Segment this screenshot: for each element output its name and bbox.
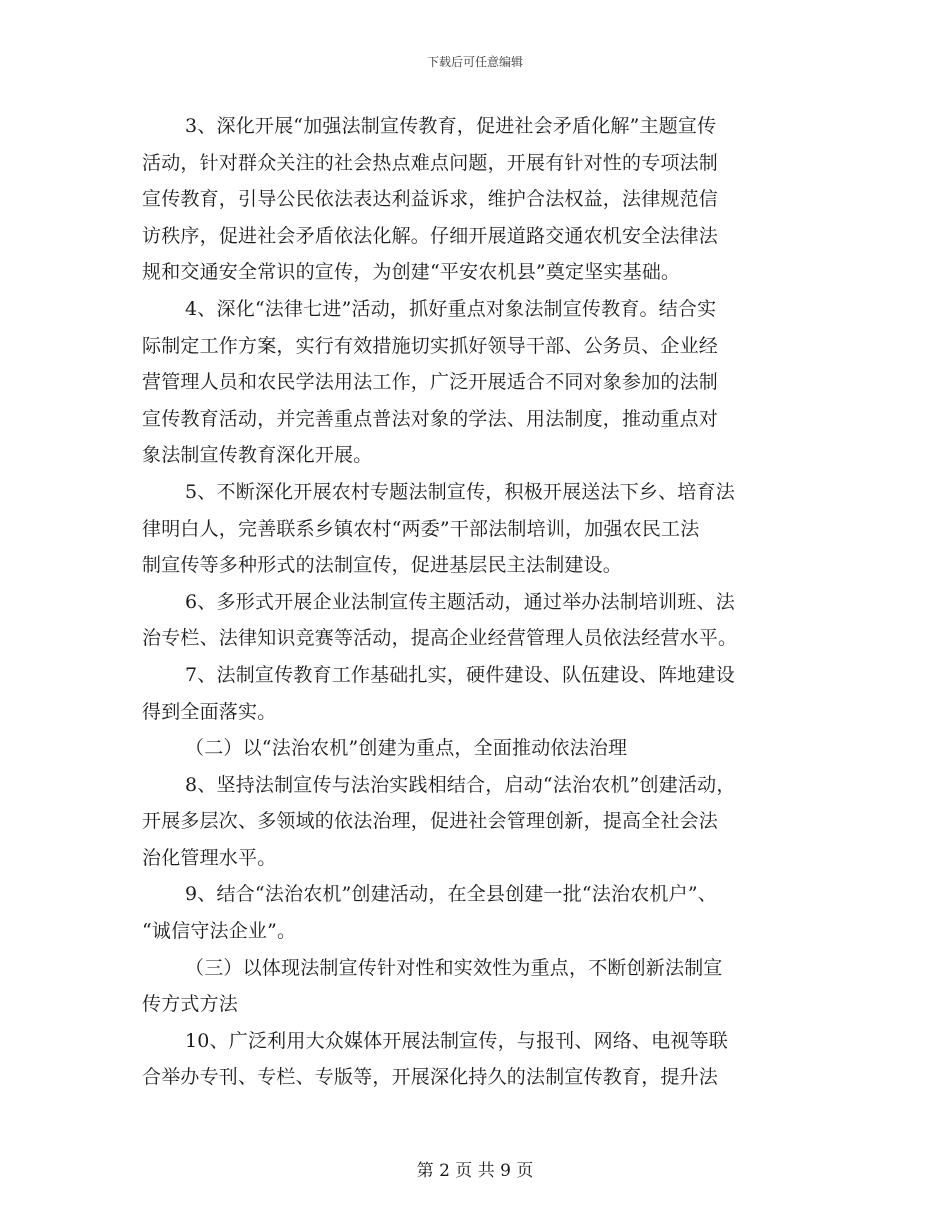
text-line: 8、坚持法制宣传与法治实践相结合，启动“法治农机”创建活动，	[185, 773, 736, 796]
text-line: 制宣传等多种形式的法制宣传，促进基层民主法制建设。	[142, 554, 623, 577]
text-line: 6、多形式开展企业法制宣传主题活动，通过举办法制培训班、法	[185, 590, 735, 613]
text-line: 3、深化开展“加强法制宣传教育，促进社会矛盾化解”主题宣传	[185, 115, 717, 137]
text-line: 宣传教育活动，并完善重点普法对象的学法、用法制度，推动重点对	[142, 407, 719, 430]
text-line: 合举办专刊、专栏、专版等，开展深化持久的法制宣传教育，提升法	[142, 1066, 719, 1089]
text-line: 活动，针对群众关注的社会热点难点问题，开展有针对性的专项法制	[142, 151, 719, 174]
text-line: 治专栏、法律知识竞赛等活动，提高企业经营管理人员依法经营水平。	[142, 627, 738, 650]
text-line: 际制定工作方案，实行有效措施切实抓好领导干部、公务员、企业经	[142, 334, 719, 357]
text-line: 开展多层次、多领域的依法治理，促进社会管理创新，提高全社会法	[142, 810, 719, 833]
text-line: “诚信守法企业”。	[142, 920, 297, 943]
text-line: 传方式方法	[142, 993, 239, 1016]
text-line: 律明白人，完善联系乡镇农村“两委”干部法制培训，加强农民工法	[142, 517, 700, 540]
text-line: 得到全面落实。	[142, 700, 277, 723]
text-line: （三）以体现法制宣传针对性和实效性为重点，不断创新法制宣	[185, 956, 723, 979]
document-body	[142, 108, 812, 1096]
page-header: 下载后可任意编辑	[426, 55, 523, 69]
text-line: 营管理人员和农民学法用法工作，广泛开展适合不同对象参加的法制	[142, 371, 719, 394]
text-line: 10、广泛利用大众媒体开展法制宣传，与报刊、网络、电视等联	[185, 1029, 728, 1052]
text-line: （二）以“法治农机”创建为重点，全面推动依法治理	[185, 737, 628, 760]
text-line: 5、不断深化开展农村专题法制宣传，积极开展送法下乡、培育法	[185, 480, 735, 503]
text-line: 宣传教育，引导公民依法表达利益诉求，维护合法权益，法律规范信	[142, 188, 719, 211]
text-line: 9、结合“法治农机”创建活动，在全县创建一批“法治农机户”、	[185, 883, 717, 906]
text-line: 规和交通安全常识的宣传，为创建“平安农机县”奠定坚实基础。	[142, 261, 681, 284]
text-line: 7、法制宣传教育工作基础扎实，硬件建设、队伍建设、阵地建设	[185, 663, 735, 686]
page-footer: 第 2 页 共 9 页	[416, 1161, 534, 1181]
text-line: 象法制宣传教育深化开展。	[142, 444, 373, 467]
text-line: 4、深化“法律七进”活动，抓好重点对象法制宣传教育。结合实	[185, 297, 717, 320]
text-line: 治化管理水平。	[142, 846, 277, 869]
text-line: 访秩序，促进社会矛盾依法化解。仔细开展道路交通农机安全法律法	[142, 224, 719, 247]
